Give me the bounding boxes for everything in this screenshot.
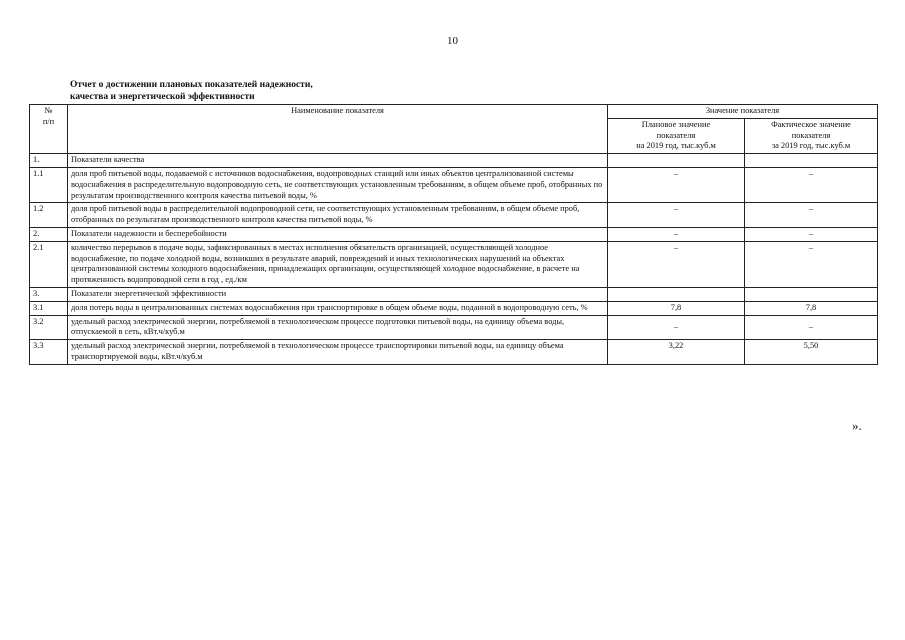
indicator-name: Показатели качества (68, 154, 608, 168)
column-header-name: Наименование показателя (68, 105, 608, 154)
actual-header-line-1: Фактическое значение (771, 119, 851, 129)
table-row (30, 241, 878, 287)
row-number: 1.1 (30, 167, 68, 202)
indicator-name: доля проб питьевой воды в распределительной водопроводной сети, не соответствующих установленным требованиям, в общем объеме проб, отобранных по результатам производственного контроля качества питьевой воды, % (68, 203, 608, 228)
row-number: 3.1 (30, 301, 68, 315)
row-number: 2. (30, 227, 68, 241)
column-header-number (30, 105, 68, 154)
planned-value: 7,8 (608, 301, 745, 315)
table-row (30, 287, 878, 301)
actual-header-line-3: за 2019 год, тыс.куб.м (771, 141, 851, 151)
actual-value (745, 287, 878, 301)
table-row (30, 203, 878, 228)
row-number: 1. (30, 154, 68, 168)
indicators-table (29, 104, 878, 365)
indicator-name: удельный расход электрической энергии, потребляемой в технологическом процессе подготовки питьевой воды, на единицу объема воды, отпускаемой в сеть, кВт.ч/куб.м (68, 315, 608, 340)
number-header-line-1: № (44, 106, 53, 115)
actual-header-line-2: показателя (791, 130, 831, 140)
indicator-name: доля потерь воды в централизованных системах водоснабжения при транспортировке в общем объеме воды, поданной в водопроводную сеть, % (68, 301, 608, 315)
planned-value (608, 287, 745, 301)
actual-value: – (745, 241, 878, 287)
column-header-actual (745, 118, 878, 153)
number-header-line-2: п/п (42, 116, 55, 126)
page-number: 10 (447, 35, 458, 47)
row-number: 1.2 (30, 203, 68, 228)
planned-header-line-1: Плановое значение (641, 119, 711, 129)
planned-value: 3,22 (608, 340, 745, 365)
table-row (30, 301, 878, 315)
actual-value: 5,50 (745, 340, 878, 365)
column-header-planned (608, 118, 745, 153)
row-number: 2.1 (30, 241, 68, 287)
report-title-line-1: Отчет о достижении плановых показателей надежности, (70, 80, 313, 90)
table-row (30, 340, 878, 365)
indicator-name: доля проб питьевой воды, подаваемой с источников водоснабжения, водопроводных станций или иных объектов централизованной системы водоснабжения в распределительную водопроводную сеть, не соответствующих установленным требованиям, в общем объеме проб, отобранных по результатам производственного контроля качества питьевой воды, % (68, 167, 608, 202)
planned-value: – (608, 227, 745, 241)
actual-value (745, 154, 878, 168)
actual-value: – (745, 315, 878, 340)
table-row (30, 227, 878, 241)
planned-value: – (608, 315, 745, 340)
table-row (30, 315, 878, 340)
indicator-name: Показатели надежности и бесперебойности (68, 227, 608, 241)
table-row (30, 167, 878, 202)
column-header-value: Значение показателя (608, 105, 878, 119)
indicator-name: количество перерывов в подаче воды, зафиксированных в местах исполнения обязательств организацией, осуществляющей холодное водоснабжение, по подаче холодной воды, возникших в результате аварий, повреждений и иных технологических нарушений на объектах централизованной системы холодного водоснабжения, принадлежащих организации, осуществляющей холодное водоснабжение, в расчете на протяженность водопроводной сети в год , ед./км (68, 241, 608, 287)
actual-value: – (745, 227, 878, 241)
row-number: 3.3 (30, 340, 68, 365)
table-row (30, 154, 878, 168)
planned-value: – (608, 241, 745, 287)
indicator-name: удельный расход электрической энергии, потребляемой в технологическом процессе транспортировки питьевой воды, на единицу объема транспортируемой воды, кВт.ч/куб.м (68, 340, 608, 365)
closing-quote-mark: ». (852, 418, 862, 433)
actual-value: – (745, 167, 878, 202)
planned-value (608, 154, 745, 168)
planned-value: – (608, 167, 745, 202)
row-number: 3.2 (30, 315, 68, 340)
report-title (70, 79, 313, 103)
actual-value: – (745, 203, 878, 228)
header-row (30, 105, 878, 119)
planned-value: – (608, 203, 745, 228)
indicator-name: Показатели энергетической эффективности (68, 287, 608, 301)
actual-value: 7,8 (745, 301, 878, 315)
planned-header-line-3: на 2019 год, тыс.куб.м (636, 141, 716, 151)
planned-header-line-2: показателя (656, 130, 696, 140)
report-title-line-2: качества и энергетической эффективности (70, 92, 255, 102)
row-number: 3. (30, 287, 68, 301)
